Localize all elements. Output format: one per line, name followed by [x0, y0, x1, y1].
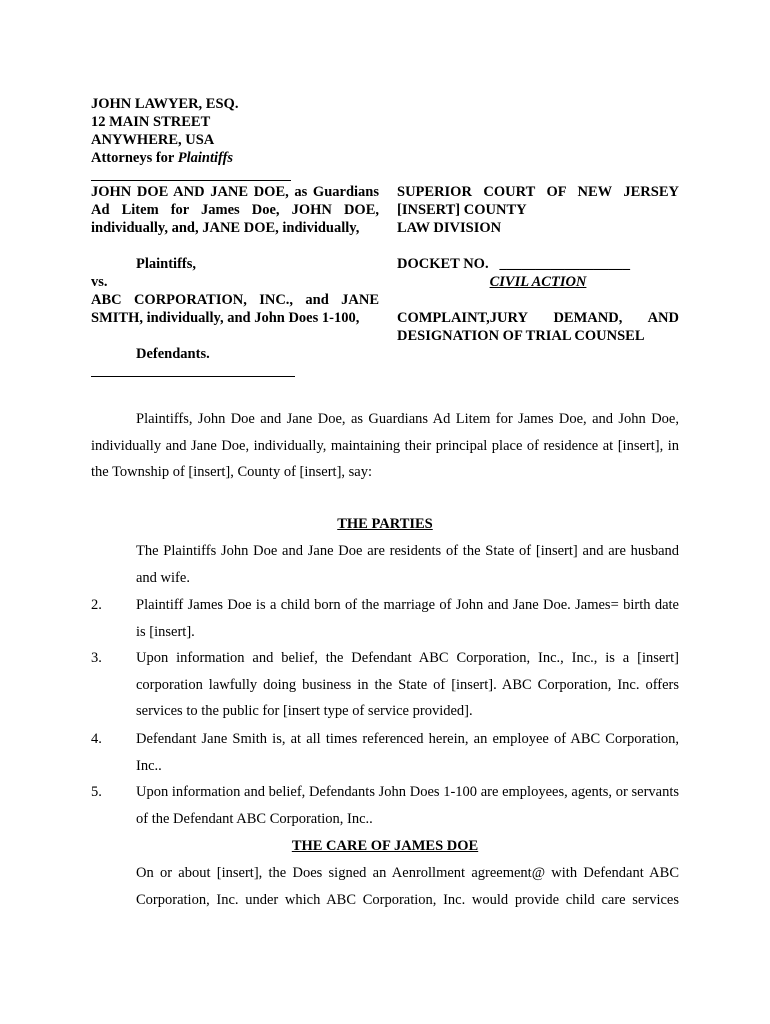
care-heading: THE CARE OF JAMES DOE [291, 838, 479, 854]
list-item-text: Upon information and belief, Defendants John Does 1-100 are employees, agents, or servants of the Defendant ABC Corporation, Inc.. [136, 784, 679, 827]
docket-label: DOCKET NO. [397, 256, 489, 272]
caption-defendants-label: Defendants. [136, 346, 210, 362]
document-title: COMPLAINT,JURY DEMAND, AND DESIGNATION OF TRIAL COUNSEL [397, 310, 679, 344]
list-item-text: Upon information and belief, the Defendant ABC Corporation, Inc., Inc., is a [insert] corporation lawfully doing business in the State of [insert]. ABC Corporation, Inc. offers services to the public for [insert type of service provided]. [136, 650, 679, 719]
court-division: LAW DIVISION [397, 220, 502, 236]
attorney-role: Attorneys for Plaintiffs [91, 150, 234, 166]
attorney-divider [91, 180, 291, 181]
court-name: SUPERIOR COURT OF NEW JERSEY [397, 184, 679, 200]
attorney-block [91, 95, 238, 167]
docket-blank: __________________ [499, 256, 630, 272]
attorney-role-party: Plaintiffs [177, 150, 234, 166]
caption-vs: vs. [91, 274, 108, 290]
attorney-city: ANYWHERE, USA [91, 132, 215, 148]
caption-plaintiffs-label: Plaintiffs, [136, 256, 197, 272]
list-item [91, 645, 679, 725]
caption-parties [91, 183, 379, 363]
attorney-street: 12 MAIN STREET [91, 114, 211, 130]
caption-defendants-text: ABC CORPORATION, INC., and JANE SMITH, individually, and John Does 1-100, [91, 292, 379, 326]
docket-line [397, 255, 679, 273]
care-paragraph: On or about [insert], the Does signed an Aenrollment agreement@ with Defendant ABC Corporation, Inc. under which ABC Corporation, Inc. would provide child care services [136, 865, 679, 908]
list-item [91, 779, 679, 832]
court-county: [INSERT] COUNTY [397, 202, 527, 218]
parties-heading: THE PARTIES [337, 516, 433, 532]
list-item-text: The Plaintiffs John Doe and Jane Doe are residents of the State of [insert] and are husband and wife. [136, 543, 679, 586]
list-item [91, 592, 679, 645]
list-item-number: 4. [91, 731, 102, 747]
list-item-number: 2. [91, 597, 102, 613]
caption-divider [91, 376, 295, 377]
caption-plaintiffs-text: JOHN DOE AND JANE DOE, as Guardians Ad Litem for James Doe, JOHN DOE, individually, and, JANE DOE, individually, [91, 184, 379, 236]
caption-court [397, 183, 679, 345]
list-item-number: 5. [91, 784, 102, 800]
intro-paragraph: Plaintiffs, John Doe and Jane Doe, as Guardians Ad Litem for James Doe, and John Doe, individually and Jane Doe, individually, maintaining their principal place of residence at [insert], in the Township of [insert], County of [insert], say: [91, 411, 679, 480]
list-item [91, 726, 679, 779]
list-item-text: Defendant Jane Smith is, at all times referenced herein, an employee of ABC Corporation, Inc.. [136, 731, 679, 774]
attorney-name: JOHN LAWYER, ESQ. [91, 96, 239, 112]
action-type: CIVIL ACTION [489, 274, 587, 290]
list-item-number: 3. [91, 650, 102, 666]
list-item [91, 538, 679, 591]
list-item-text: Plaintiff James Doe is a child born of the marriage of John and Jane Doe. James= birth date is [insert]. [136, 597, 679, 640]
